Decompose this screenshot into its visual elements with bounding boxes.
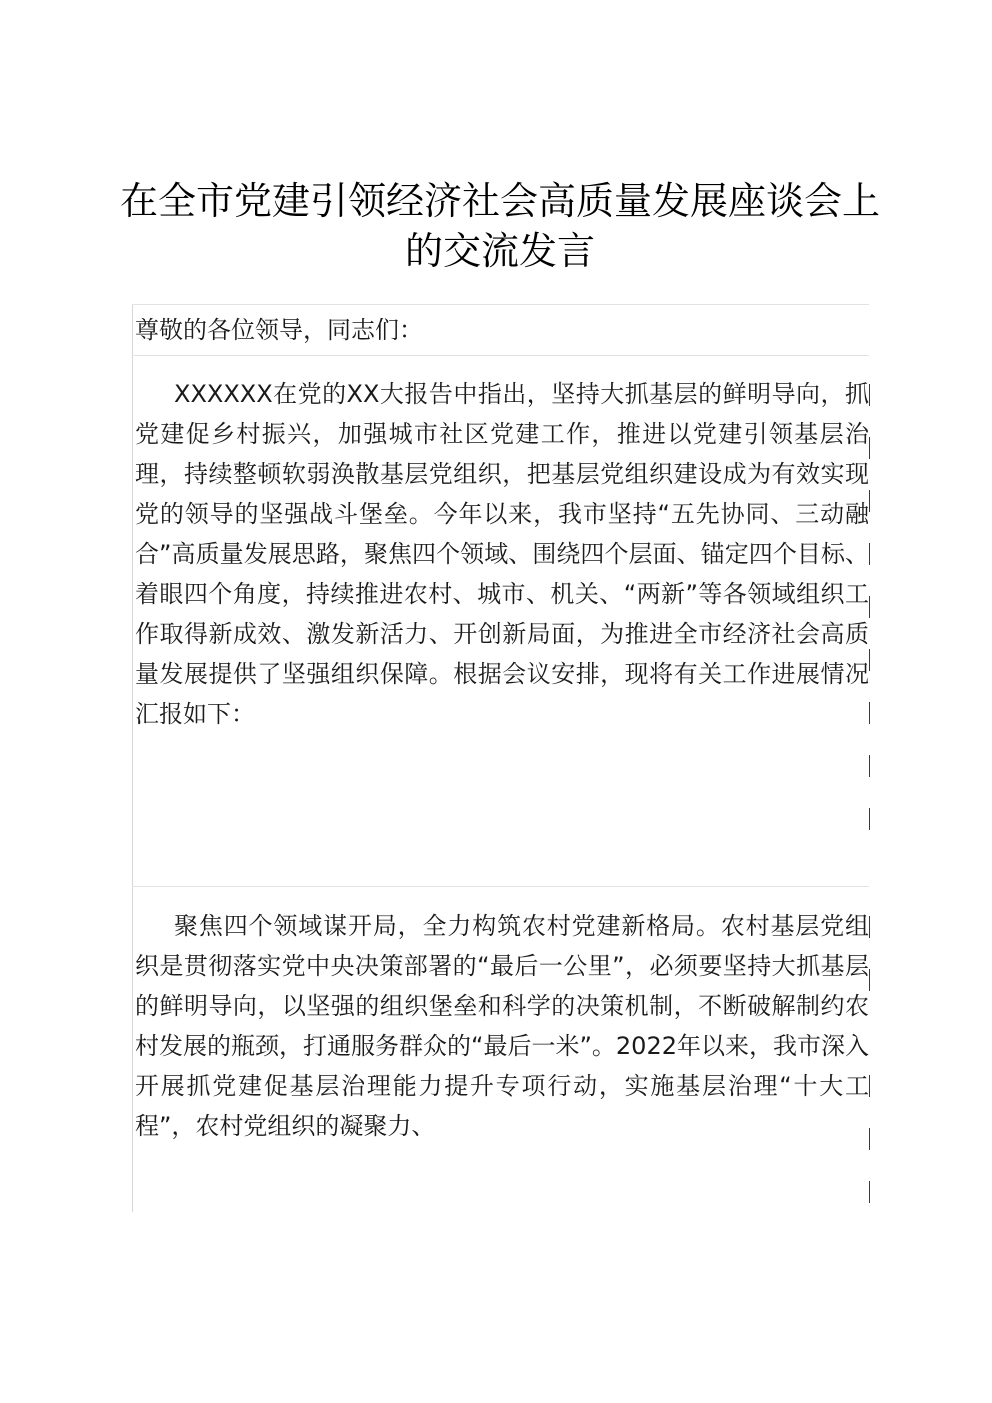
line-mark xyxy=(869,1181,870,1203)
line-mark xyxy=(869,384,870,406)
line-mark xyxy=(869,755,870,777)
divider-after-paragraph-1 xyxy=(132,886,869,887)
line-mark xyxy=(869,437,870,459)
line-mark xyxy=(869,1075,870,1097)
line-mark xyxy=(869,596,870,618)
line-mark xyxy=(869,543,870,565)
line-mark xyxy=(869,1128,870,1150)
document-title: 在全市党建引领经济社会高质量发展座谈会上的交流发言 xyxy=(120,179,881,273)
divider-after-salutation xyxy=(132,355,869,356)
document-body xyxy=(132,304,869,1212)
paragraph-2: 聚焦四个领域谋开局，全力构筑农村党建新格局。农村基层党组织是贯彻落实党中央决策部署的“最后一公里”，必须要坚持大抓基层的鲜明导向，以坚强的组织堡垒和科学的决策机制，不断破解制约农村发展的瓶颈，打通服务群众的“最后一米”。2022年以来，我市深入开展抓党建促基层治理能力提升专项行动，实施基层治理“十大工程”，农村党组织的凝聚力、 xyxy=(135,912,869,1140)
line-mark xyxy=(869,916,870,938)
line-mark xyxy=(869,490,870,512)
line-mark xyxy=(869,702,870,724)
salutation: 尊敬的各位领导，同志们： xyxy=(135,316,423,344)
line-mark xyxy=(869,808,870,830)
line-mark xyxy=(869,969,870,991)
left-border xyxy=(132,304,133,1212)
divider-top xyxy=(132,304,869,305)
line-mark xyxy=(869,649,870,671)
paragraph-1: XXXXXX在党的XX大报告中指出，坚持大抓基层的鲜明导向，抓党建促乡村振兴，加强城市社区党建工作，推进以党建引领基层治理，持续整顿软弱涣散基层党组织，把基层党组织建设成为有效实现党的领导的坚强战斗堡垒。今年以来，我市坚持“五先协同、三动融合”高质量发展思路，聚焦四个领域、围绕四个层面、锚定四个目标、着眼四个角度，持续推进农村、城市、机关、“两新”等各领域组织工作取得新成效、激发新活力、开创新局面，为推进全市经济社会高质量发展提供了坚强组织保障。根据会议安排，现将有关工作进展情况汇报如下： xyxy=(135,380,869,728)
